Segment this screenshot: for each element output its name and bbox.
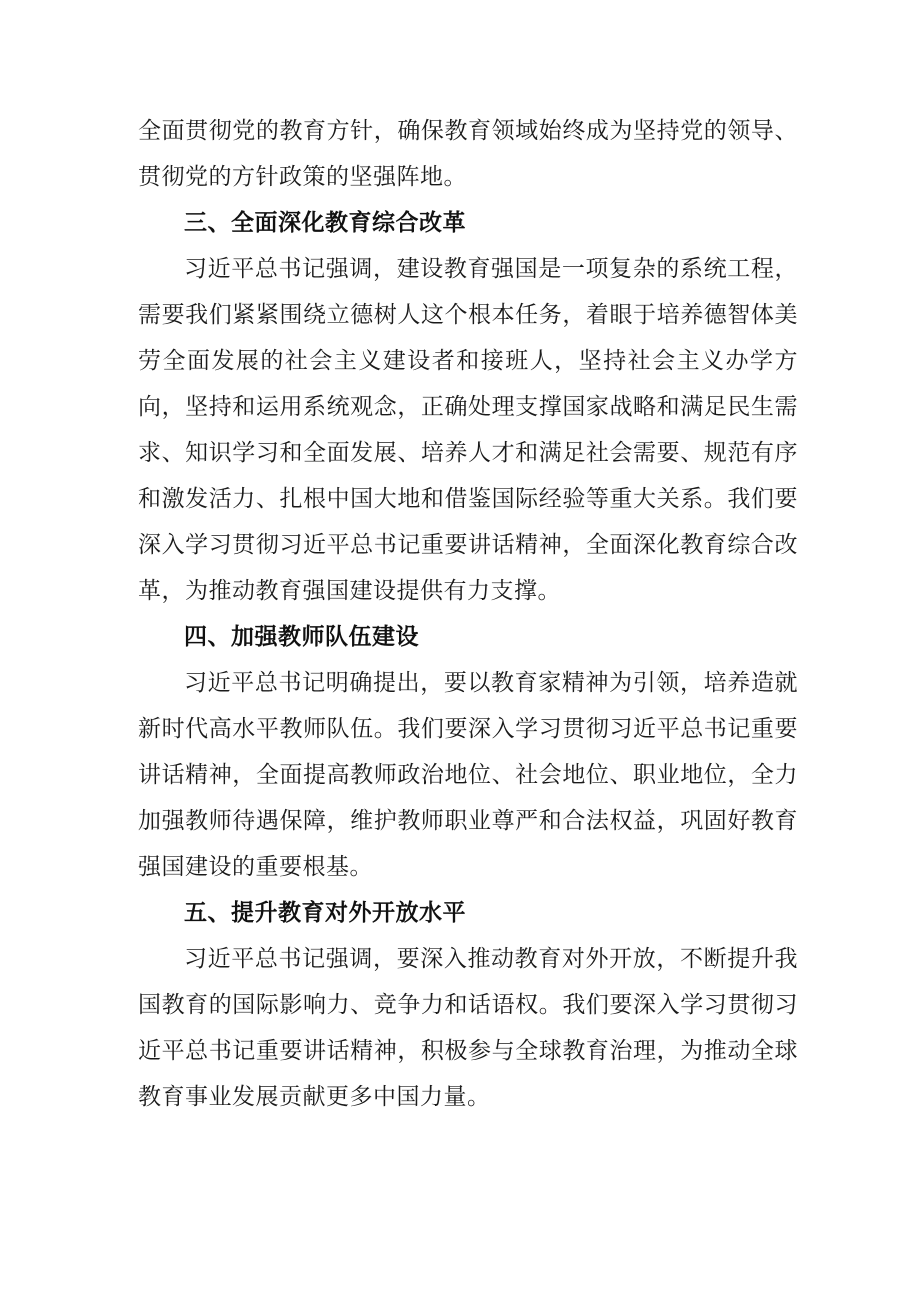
document-body xyxy=(138,108,798,1120)
section-body-5: 习近平总书记强调，要深入推动教育对外开放，不断提升我国教育的国际影响力、竞争力和话语权。我们要深入学习贯彻习近平总书记重要讲话精神，积极参与全球教育治理，为推动全球教育事业发展贡献更多中国力量。 xyxy=(138,946,798,1110)
section-heading-4: 四、加强教师队伍建设 xyxy=(184,624,419,650)
section-heading-5: 五、提升教育对外开放水平 xyxy=(184,900,466,926)
section-heading-3: 三、全面深化教育综合改革 xyxy=(184,210,466,236)
section-body-4: 习近平总书记明确提出，要以教育家精神为引领，培养造就新时代高水平教师队伍。我们要深入学习贯彻习近平总书记重要讲话精神，全面提高教师政治地位、社会地位、职业地位，全力加强教师待遇保障，维护教师职业尊严和合法权益，巩固好教育强国建设的重要根基。 xyxy=(138,670,798,880)
continuation-paragraph: 全面贯彻党的教育方针，确保教育领域始终成为坚持党的领导、贯彻党的方针政策的坚强阵地。 xyxy=(138,118,798,190)
section-body-3: 习近平总书记强调，建设教育强国是一项复杂的系统工程，需要我们紧紧围绕立德树人这个根本任务，着眼于培养德智体美劳全面发展的社会主义建设者和接班人，坚持社会主义办学方向，坚持和运用系统观念，正确处理支撑国家战略和满足民生需求、知识学习和全面发展、培养人才和满足社会需要、规范有序和激发活力、扎根中国大地和借鉴国际经验等重大关系。我们要深入学习贯彻习近平总书记重要讲话精神，全面深化教育综合改革，为推动教育强国建设提供有力支撑。 xyxy=(138,256,798,604)
